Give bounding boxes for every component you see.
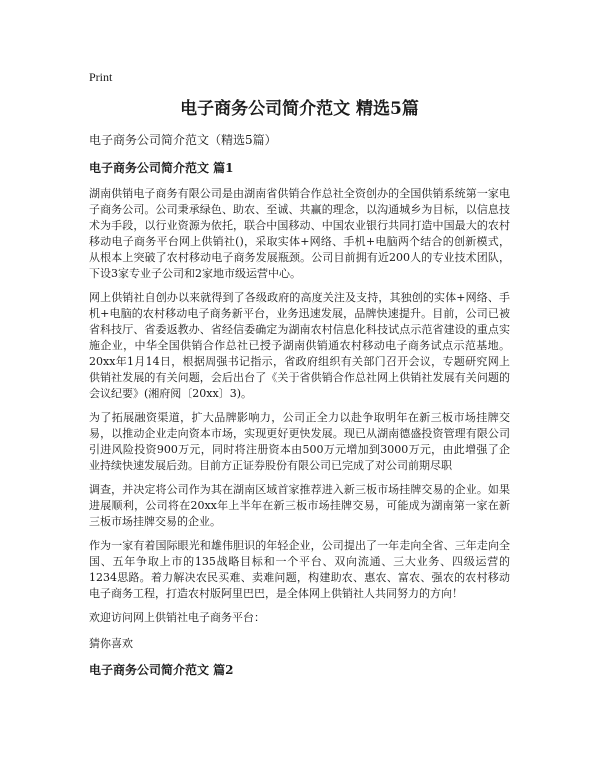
paragraph-strategy: 作为一家有着国际眼光和雄伟胆识的年轻企业，公司提出了一年走向全省、三年走向全国、五年争取上市的135战略目标和一个平台、双向流通、三大业务、四级运营的1234思路。着力解决农民买难、卖难问题，构建助农、惠农、富农、强农的农村移动电子商务工程，打造农村版阿里巴巴，是全体网上供销社人共同努力的方向！ <box>89 539 510 600</box>
welcome-line: 欢迎访问网上供销社电子商务平台： <box>89 611 265 624</box>
paragraph-listing: 调查，并决定将公司作为其在湖南区域首家推荐进入新三板市场挂牌交易的企业。如果进展顺利，公司将在20xx年上半年在新三板市场挂牌交易，可能成为湖南第一家在新三板市场挂牌交易的企业。 <box>89 483 510 528</box>
guess-line: 猜你喜欢 <box>89 637 133 650</box>
paragraph-support: 网上供销社自创办以来就得到了各级政府的高度关注及支持，其独创的实体+网络、手机+电脑的农村移动电子商务新平台，业务迅速发展，品牌快速提升。目前，公司已被省科技厅、省委返教办、省经信委确定为湖南农村信息化科技试点示范省建设的重点实施企业，中华全国供销合作总社已授予湖南供销通农村移动电子商务试点示范基地。20xx年1月14日，根据周强书记指示，省政府组织有关部门召开会议，专题研究网上供销社发展的有关问题，会后出台了《关于省供销合作总社网上供销社发展有关问题的会议纪要》(湘府阅〔20xx〕3)。 <box>89 291 510 400</box>
print-label: Print <box>89 70 113 84</box>
paragraph-intro: 湖南供销电子商务有限公司是由湖南省供销合作总社全资创办的全国供销系统第一家电子商务公司。公司秉承绿色、助农、至诚、共赢的理念，以沟通城乡为目标，以信息技术为手段，以行业资源为依托，联合中国移动、中国农业银行共同打造中国最大的农村移动电子商务平台网上供销社()，采取实体+网络、手机+电脑两个结合的创新模式，从根本上突破了农村移动电子商务发展瓶颈。公司目前拥有近200人的专业技术团队，下设3家专业子公司和2家地市级运营中心。 <box>89 187 510 280</box>
section-heading-1: 电子商务公司简介范文 篇1 <box>89 161 234 175</box>
page-title: 电子商务公司简介范文 精选5篇 <box>180 99 419 119</box>
section-heading-2: 电子商务公司简介范文 篇2 <box>89 663 234 677</box>
paragraph-financing: 为了拓展融资渠道，扩大品牌影响力，公司正全力以赴争取明年在新三板市场挂牌交易，以推动企业走向资本市场，实现更好更快发展。现已从湖南德盛投资管理有限公司引进风险投资900万元，同时将注册资本由500万元增加到3000万元，由此增强了企业持续快速发展后劲。目前方正证券股份有限公司已完成了对公司前期尽职 <box>89 411 510 472</box>
document-subtitle: 电子商务公司简介范文（精选5篇） <box>89 133 277 147</box>
